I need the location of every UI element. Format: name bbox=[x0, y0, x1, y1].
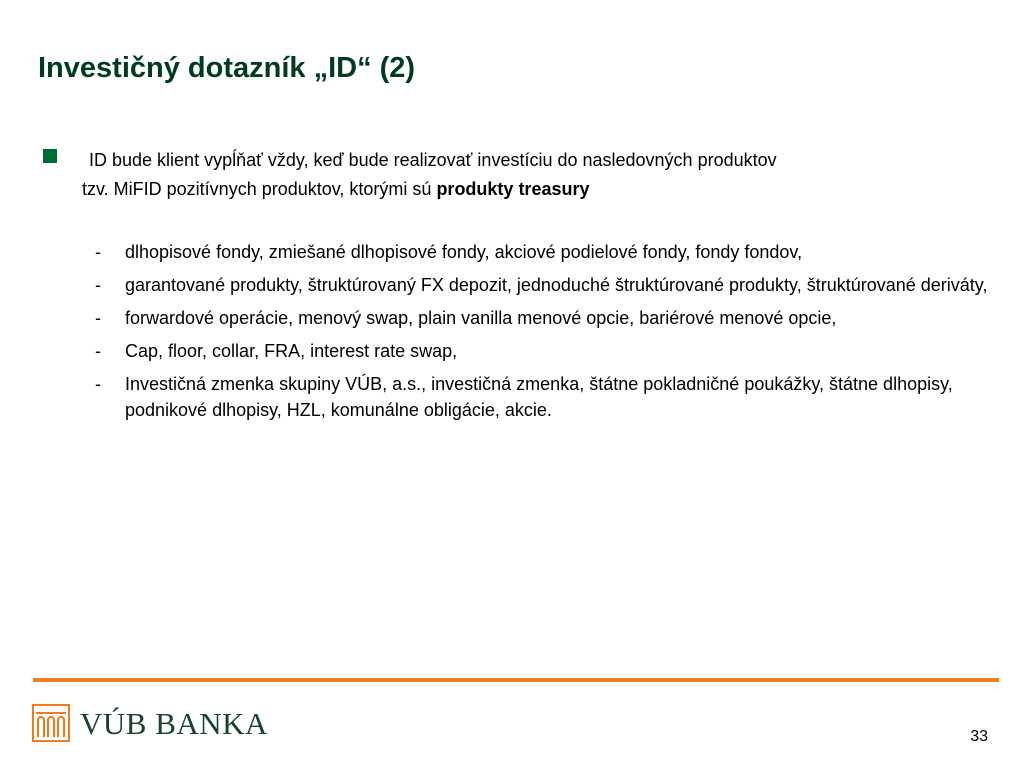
dash-bullet: - bbox=[95, 275, 101, 295]
list-item-text: garantované produkty, štruktúrovaný FX depozit, jednoduché štruktúrované produkty, štruktúrované deriváty, bbox=[125, 275, 988, 295]
dash-bullet: - bbox=[95, 308, 101, 328]
dash-bullet: - bbox=[95, 374, 101, 394]
logo-wordmark: VÚB BANKA bbox=[80, 706, 268, 741]
intro-bold-term: produkty treasury bbox=[436, 179, 590, 199]
intro-line-1: ID bude klient vypĺňať vždy, keď bude realizovať investíciu do nasledovných produktov bbox=[89, 150, 777, 170]
page-number: 33 bbox=[970, 728, 988, 745]
list-item bbox=[92, 239, 1002, 265]
product-list bbox=[92, 239, 1002, 430]
slide-title: Investičný dotazník „ID“ (2) bbox=[38, 52, 416, 84]
dash-bullet: - bbox=[95, 341, 101, 361]
building-columns-icon bbox=[32, 704, 70, 742]
list-item bbox=[92, 305, 1002, 331]
list-item-text: forwardové operácie, menový swap, plain vanilla menové opcie, bariérové menové opcie, bbox=[125, 308, 837, 328]
intro-line-2-text: tzv. MiFID pozitívnych produktov, ktorými sú bbox=[82, 179, 437, 199]
intro-paragraph bbox=[82, 146, 982, 204]
list-item-text: Cap, floor, collar, FRA, interest rate swap, bbox=[125, 341, 458, 361]
footer-divider bbox=[33, 678, 999, 682]
list-item-text: dlhopisové fondy, zmiešané dlhopisové fondy, akciové podielové fondy, fondy fondov, bbox=[125, 242, 803, 262]
square-bullet-icon bbox=[43, 149, 57, 163]
list-item bbox=[92, 338, 1002, 364]
dash-bullet: - bbox=[95, 242, 101, 262]
list-item-text: Investičná zmenka skupiny VÚB, a.s., investičná zmenka, štátne pokladničné poukážky, štátne dlhopisy, podnikové dlhopisy, HZL, komunálne obligácie, akcie. bbox=[125, 374, 953, 420]
intro-line-2 bbox=[82, 175, 982, 204]
list-item bbox=[92, 371, 1002, 423]
list-item bbox=[92, 272, 1002, 298]
